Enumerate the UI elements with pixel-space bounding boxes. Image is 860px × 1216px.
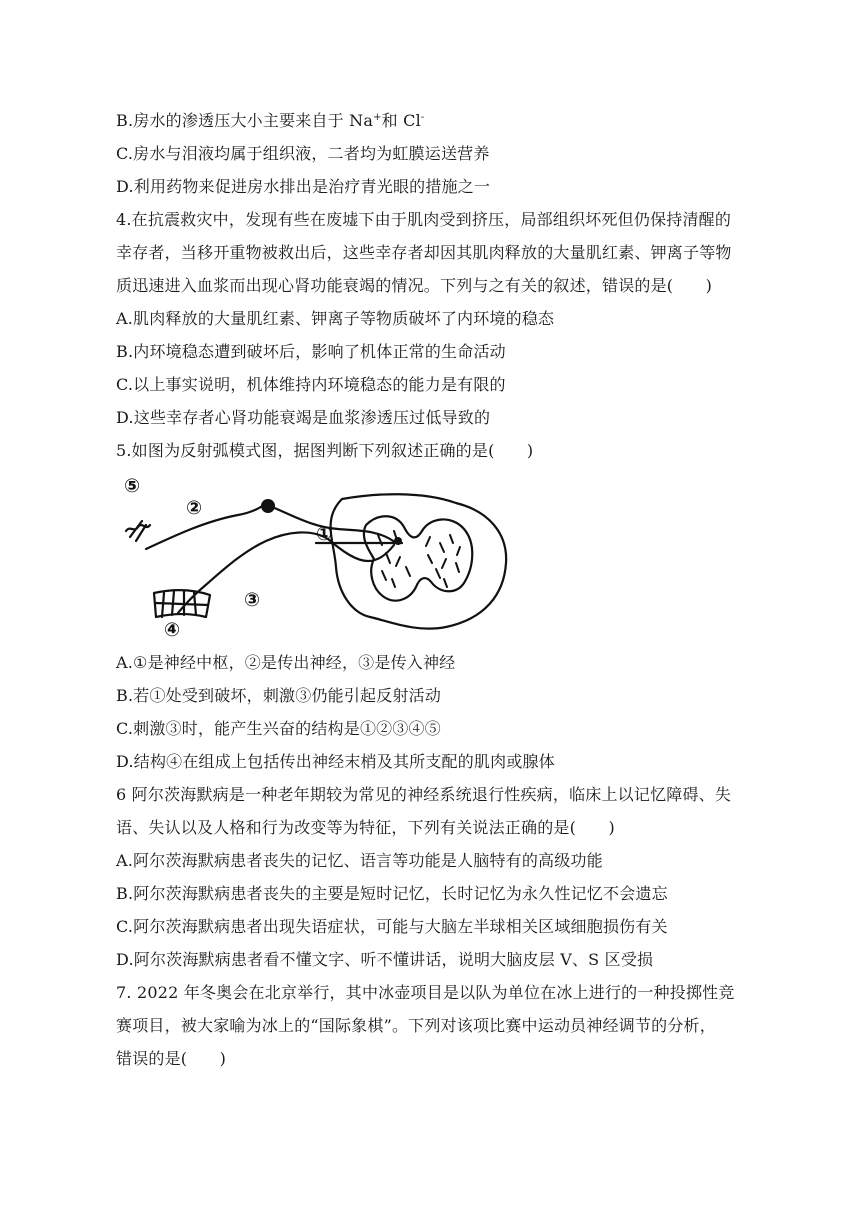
- dorsal-root-ganglion: [261, 499, 275, 513]
- reflex-arc-figure: [116, 471, 556, 646]
- q4-option-c: C.以上事实说明，机体维持内环境稳态的能力是有限的: [116, 375, 506, 394]
- label-3: ③: [244, 589, 261, 611]
- reflex-arc-diagram: [116, 471, 556, 646]
- q3-option-b: [116, 104, 776, 137]
- q5-option-d: D.结构④在组成上包括传出神经末梢及其所支配的肌肉或腺体: [116, 752, 555, 771]
- q5-option-a: A.①是神经中枢，②是传出神经，③是传入神经: [116, 653, 456, 672]
- q3-option-b-text: B.房水的渗透压大小主要来自于 Na: [116, 111, 374, 130]
- q5-stem: 5.如图为反射弧模式图，据图判断下列叙述正确的是( ): [116, 441, 534, 460]
- q4-option-a: A.肌肉释放的大量肌红素、钾离子等物质破坏了内环境的稳态: [116, 309, 555, 328]
- q7-stem-line: 赛项目，被大家喻为冰上的“国际象棋”。下列对该项比赛中运动员神经调节的分析，: [116, 1016, 716, 1035]
- q6-stem-line: 语、失认以及人格和行为改变等为特征，下列有关说法正确的是( ): [116, 818, 615, 837]
- efferent-nerve: [178, 532, 394, 613]
- q7-stem-line: 7. 2022 年冬奥会在北京举行，其中冰壶项目是以队为单位在冰上进行的一种投掷性竞: [116, 983, 735, 1002]
- q3-option-d: D.利用药物来促进房水排出是治疗青光眼的措施之一: [116, 177, 491, 196]
- q7-stem-line: 错误的是( ): [116, 1049, 227, 1068]
- effector-muscle: [154, 590, 210, 617]
- sodium-charge: +: [373, 112, 382, 123]
- afferent-nerve: [146, 505, 264, 549]
- q6-option-a: A.阿尔茨海默病患者丧失的记忆、语言等功能是人脑特有的高级功能: [116, 851, 603, 870]
- q3-option-b-mid: 和 Cl: [381, 111, 421, 130]
- q6-option-b: B.阿尔茨海默病患者丧失的主要是短时记忆，长时记忆为永久性记忆不会遗忘: [116, 884, 668, 903]
- q3-option-c: C.房水与泪液均属于组织液，二者均为虹膜运送营养: [116, 144, 490, 163]
- spinal-cord-outline: [331, 494, 507, 628]
- chloride-charge: -: [420, 112, 425, 123]
- label-1: ①: [316, 523, 333, 545]
- q5-option-b: B.若①处受到破坏，刺激③仍能引起反射活动: [116, 686, 442, 705]
- label-2: ②: [186, 497, 203, 519]
- q5-option-c: C.刺激③时，能产生兴奋的结构是①②③④⑤: [116, 719, 441, 738]
- interneuron-cell-body: [394, 537, 402, 545]
- q6-option-c: C.阿尔茨海默病患者出现失语症状，可能与大脑左半球相关区域细胞损伤有关: [116, 917, 668, 936]
- q4-option-d: D.这些幸存者心肾功能衰竭是血浆渗透压过低导致的: [116, 408, 491, 427]
- receptor: [126, 521, 150, 541]
- q4-stem-line: 幸存者，当移开重物被救出后，这些幸存者却因其肌肉释放的大量肌红素、钾离子等物: [116, 243, 732, 262]
- document-page: [116, 104, 776, 1075]
- q4-stem-line: 质迅速进入血浆而出现心肾功能衰竭的情况。下列与之有关的叙述，错误的是( ): [116, 276, 713, 295]
- q4-option-b: B.内环境稳态遭到破坏后，影响了机体正常的生命活动: [116, 342, 506, 361]
- q6-stem-line: 6 阿尔茨海默病是一种老年期较为常见的神经系统退行性疾病，临床上以记忆障碍、失: [116, 785, 732, 804]
- label-5: ⑤: [124, 475, 141, 497]
- label-4: ④: [164, 619, 181, 641]
- q6-option-d: D.阿尔茨海默病患者看不懂文字、听不懂讲话，说明大脑皮层 V、S 区受损: [116, 950, 654, 969]
- q4-stem-line: 4.在抗震救灾中，发现有些在废墟下由于肌肉受到挤压，局部组织坏死但仍保持清醒的: [116, 210, 732, 229]
